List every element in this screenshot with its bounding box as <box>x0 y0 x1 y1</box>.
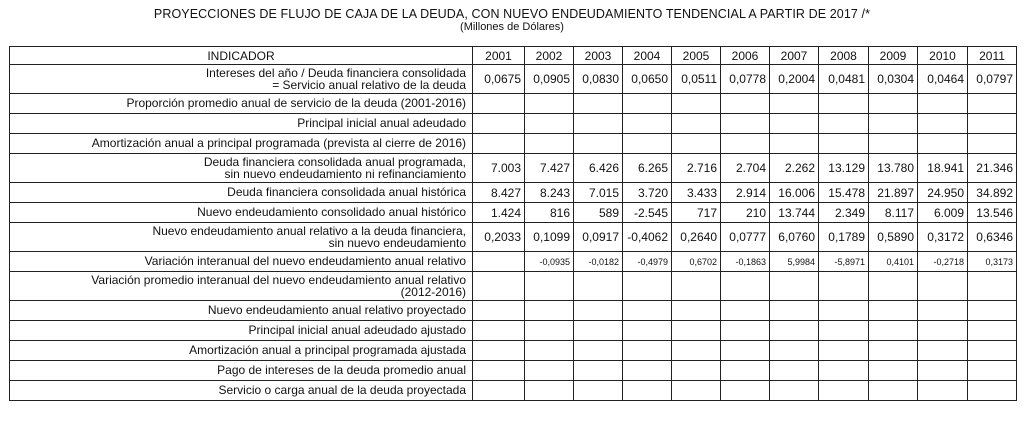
value-cell: 0,6702 <box>672 252 721 272</box>
table-header-row <box>10 47 1017 65</box>
value-cell: 8.427 <box>473 183 525 203</box>
value-cell: 8.243 <box>525 183 574 203</box>
year-column-header: 2009 <box>869 47 918 65</box>
value-cell <box>623 94 672 114</box>
value-cell <box>473 252 525 272</box>
value-cell <box>623 341 672 361</box>
value-cell <box>473 134 525 154</box>
debt-projection-table <box>9 46 1017 401</box>
indicator-label-line: Variación promedio interanual del nuevo endeudamiento anual relativo <box>91 272 466 287</box>
value-cell <box>869 134 918 154</box>
value-cell <box>574 272 623 301</box>
value-cell <box>672 94 721 114</box>
table-row <box>10 301 1017 321</box>
value-cell <box>525 361 574 381</box>
value-cell: 0,0481 <box>819 65 869 94</box>
year-column-header: 2008 <box>819 47 869 65</box>
table-row <box>10 272 1017 301</box>
value-cell <box>525 114 574 134</box>
value-cell <box>525 381 574 401</box>
value-cell <box>869 321 918 341</box>
value-cell <box>574 321 623 341</box>
value-cell: 0,0650 <box>623 65 672 94</box>
indicator-label-cell <box>10 114 473 134</box>
value-cell: 13.744 <box>770 203 819 223</box>
value-cell: 6.265 <box>623 154 672 183</box>
indicator-label-cell <box>10 252 473 272</box>
indicator-label-line: Nuevo endeudamiento anual relativo a la deuda financiera, <box>152 223 466 238</box>
value-cell <box>473 321 525 341</box>
indicator-label-cell <box>10 65 473 94</box>
value-cell: 5,9984 <box>770 252 819 272</box>
indicator-label-line: Principal inicial anual adeudado <box>297 116 466 131</box>
value-cell <box>770 381 819 401</box>
value-cell: -2.545 <box>623 203 672 223</box>
value-cell <box>623 272 672 301</box>
year-column-header: 2006 <box>721 47 770 65</box>
value-cell <box>721 361 770 381</box>
value-cell <box>819 272 869 301</box>
value-cell: 6,0760 <box>770 223 819 252</box>
value-cell <box>770 321 819 341</box>
indicator-label-cell <box>10 94 473 114</box>
value-cell <box>819 361 869 381</box>
value-cell <box>819 134 869 154</box>
value-cell: 7.003 <box>473 154 525 183</box>
value-cell <box>968 134 1017 154</box>
value-cell: 0,2033 <box>473 223 525 252</box>
value-cell <box>623 301 672 321</box>
value-cell: 6.009 <box>918 203 968 223</box>
value-cell <box>869 301 918 321</box>
indicator-label-line: Amortización anual a principal programada ajustada <box>189 343 466 358</box>
value-cell: 210 <box>721 203 770 223</box>
table-row <box>10 381 1017 401</box>
indicator-label-cell <box>10 272 473 301</box>
year-column-header: 2011 <box>968 47 1017 65</box>
value-cell: 2.262 <box>770 154 819 183</box>
value-cell: 816 <box>525 203 574 223</box>
value-cell <box>918 321 968 341</box>
table-row <box>10 134 1017 154</box>
value-cell <box>473 361 525 381</box>
indicator-column-header: INDICADOR <box>10 47 473 65</box>
indicator-label-cell <box>10 361 473 381</box>
year-column-header: 2007 <box>770 47 819 65</box>
value-cell <box>525 301 574 321</box>
value-cell: 0,0511 <box>672 65 721 94</box>
value-cell <box>672 272 721 301</box>
value-cell <box>525 272 574 301</box>
value-cell <box>574 94 623 114</box>
value-cell: 0,0917 <box>574 223 623 252</box>
table-row <box>10 203 1017 223</box>
value-cell <box>918 272 968 301</box>
table-row <box>10 341 1017 361</box>
indicator-label-line: Servicio o carga anual de la deuda proyectada <box>218 383 466 398</box>
value-cell <box>869 381 918 401</box>
indicator-label-line: Nuevo endeudamiento anual relativo proyectado <box>207 303 466 318</box>
value-cell <box>721 134 770 154</box>
value-cell: 3.433 <box>672 183 721 203</box>
indicator-label-cell <box>10 134 473 154</box>
value-cell <box>918 114 968 134</box>
value-cell: 0,4101 <box>869 252 918 272</box>
value-cell <box>672 114 721 134</box>
value-cell <box>968 114 1017 134</box>
value-cell <box>918 341 968 361</box>
value-cell <box>819 114 869 134</box>
value-cell <box>819 381 869 401</box>
value-cell <box>770 94 819 114</box>
value-cell <box>721 341 770 361</box>
value-cell <box>623 361 672 381</box>
value-cell: 0,0304 <box>869 65 918 94</box>
indicator-label-cell <box>10 341 473 361</box>
value-cell <box>672 341 721 361</box>
value-cell: -0,0935 <box>525 252 574 272</box>
value-cell: 16.006 <box>770 183 819 203</box>
value-cell: 0,0797 <box>968 65 1017 94</box>
value-cell: 8.117 <box>869 203 918 223</box>
value-cell: -0,4062 <box>623 223 672 252</box>
value-cell <box>721 114 770 134</box>
value-cell <box>672 361 721 381</box>
table-row <box>10 361 1017 381</box>
table-row <box>10 223 1017 252</box>
indicator-label-cell <box>10 223 473 252</box>
indicator-label-cell <box>10 203 473 223</box>
year-column-header: 2005 <box>672 47 721 65</box>
value-cell <box>473 114 525 134</box>
value-cell <box>869 114 918 134</box>
table-body <box>10 65 1017 401</box>
value-cell <box>819 321 869 341</box>
value-cell <box>525 321 574 341</box>
table-row <box>10 321 1017 341</box>
value-cell: -0,4979 <box>623 252 672 272</box>
value-cell <box>623 114 672 134</box>
value-cell <box>968 361 1017 381</box>
value-cell: 0,3172 <box>918 223 968 252</box>
indicator-label-line: = Servicio anual relativo de la deuda <box>272 78 466 92</box>
value-cell: 6.426 <box>574 154 623 183</box>
value-cell: 0,0675 <box>473 65 525 94</box>
value-cell: 18.941 <box>918 154 968 183</box>
year-column-header: 2010 <box>918 47 968 65</box>
value-cell <box>770 341 819 361</box>
value-cell <box>918 381 968 401</box>
value-cell <box>968 301 1017 321</box>
indicator-label-line: Variación interanual del nuevo endeudamiento anual relativo <box>144 254 466 269</box>
year-column-header: 2002 <box>525 47 574 65</box>
document-title: PROYECCIONES DE FLUJO DE CAJA DE LA DEUDA, CON NUEVO ENDEUDAMIENTO TENDENCIAL A PARTIR DE 2017 /* <box>153 7 871 21</box>
value-cell <box>525 134 574 154</box>
indicator-label-cell <box>10 321 473 341</box>
value-cell: 2.914 <box>721 183 770 203</box>
value-cell: 0,1099 <box>525 223 574 252</box>
indicator-label-line: Amortización anual a principal programada (prevista al cierre de 2016) <box>91 136 466 151</box>
value-cell <box>721 272 770 301</box>
value-cell: 2.349 <box>819 203 869 223</box>
value-cell: 0,0777 <box>721 223 770 252</box>
value-cell <box>473 272 525 301</box>
indicator-label-cell <box>10 154 473 183</box>
value-cell <box>918 134 968 154</box>
value-cell <box>869 341 918 361</box>
value-cell <box>473 94 525 114</box>
value-cell <box>968 272 1017 301</box>
value-cell <box>574 381 623 401</box>
value-cell: 717 <box>672 203 721 223</box>
value-cell <box>770 361 819 381</box>
value-cell: 0,0905 <box>525 65 574 94</box>
indicator-label-cell <box>10 301 473 321</box>
value-cell <box>574 301 623 321</box>
table-row <box>10 114 1017 134</box>
indicator-label-line: Intereses del año / Deuda financiera consolidada <box>205 65 466 80</box>
value-cell <box>918 361 968 381</box>
value-cell <box>525 94 574 114</box>
value-cell: 13.546 <box>968 203 1017 223</box>
value-cell <box>968 321 1017 341</box>
value-cell <box>918 94 968 114</box>
value-cell: -0,0182 <box>574 252 623 272</box>
value-cell: 0,0464 <box>918 65 968 94</box>
value-cell <box>770 272 819 301</box>
table-row <box>10 65 1017 94</box>
value-cell <box>770 301 819 321</box>
indicator-label-line: Proporción promedio anual de servicio de la deuda (2001-2016) <box>126 96 466 111</box>
value-cell <box>819 301 869 321</box>
indicator-label-cell <box>10 381 473 401</box>
year-column-header: 2004 <box>623 47 672 65</box>
value-cell <box>869 272 918 301</box>
indicator-label-line: Pago de intereses de la deuda promedio anual <box>217 363 466 378</box>
value-cell: 13.129 <box>819 154 869 183</box>
value-cell <box>525 341 574 361</box>
indicator-label-line: Principal inicial anual adeudado ajustado <box>248 323 466 338</box>
value-cell: 0,5890 <box>869 223 918 252</box>
table-row <box>10 94 1017 114</box>
value-cell <box>968 341 1017 361</box>
value-cell <box>869 94 918 114</box>
indicator-label-line: Deuda financiera consolidada anual histórica <box>227 185 466 200</box>
value-cell <box>574 114 623 134</box>
value-cell <box>819 94 869 114</box>
table-row <box>10 252 1017 272</box>
value-cell <box>623 134 672 154</box>
value-cell <box>473 341 525 361</box>
indicator-label-line: sin nuevo endeudamiento <box>328 236 466 250</box>
indicator-label-line: Nuevo endeudamiento consolidado anual histórico <box>197 205 466 220</box>
value-cell: 589 <box>574 203 623 223</box>
value-cell: 0,0830 <box>574 65 623 94</box>
value-cell <box>721 94 770 114</box>
value-cell: 15.478 <box>819 183 869 203</box>
value-cell <box>473 301 525 321</box>
value-cell: 21.897 <box>869 183 918 203</box>
value-cell <box>869 361 918 381</box>
indicator-label-cell <box>10 183 473 203</box>
value-cell: 13.780 <box>869 154 918 183</box>
value-cell <box>770 114 819 134</box>
indicator-label-line: Deuda financiera consolidada anual programada, <box>203 154 466 169</box>
value-cell: 24.950 <box>918 183 968 203</box>
value-cell <box>968 94 1017 114</box>
value-cell: 0,2004 <box>770 65 819 94</box>
value-cell: 3.720 <box>623 183 672 203</box>
year-column-header: 2001 <box>473 47 525 65</box>
value-cell <box>721 321 770 341</box>
value-cell <box>623 321 672 341</box>
value-cell <box>574 361 623 381</box>
value-cell <box>574 341 623 361</box>
value-cell: 0,1789 <box>819 223 869 252</box>
value-cell: 0,2640 <box>672 223 721 252</box>
table-row <box>10 183 1017 203</box>
value-cell: -5,8971 <box>819 252 869 272</box>
value-cell <box>672 301 721 321</box>
value-cell <box>770 134 819 154</box>
value-cell <box>721 301 770 321</box>
indicator-label-line: sin nuevo endeudamiento ni refinanciamiento <box>224 167 466 181</box>
value-cell: 34.892 <box>968 183 1017 203</box>
value-cell <box>819 341 869 361</box>
value-cell: 0,3173 <box>968 252 1017 272</box>
value-cell: 2.704 <box>721 154 770 183</box>
value-cell <box>672 381 721 401</box>
value-cell <box>672 134 721 154</box>
table-row <box>10 154 1017 183</box>
value-cell <box>623 381 672 401</box>
value-cell <box>473 381 525 401</box>
value-cell: 7.427 <box>525 154 574 183</box>
value-cell: -0,1863 <box>721 252 770 272</box>
year-column-header: 2003 <box>574 47 623 65</box>
value-cell: 1.424 <box>473 203 525 223</box>
value-cell: 7.015 <box>574 183 623 203</box>
document-subtitle: (Millones de Dólares) <box>460 21 564 33</box>
value-cell <box>968 381 1017 401</box>
value-cell: -0,2718 <box>918 252 968 272</box>
value-cell: 2.716 <box>672 154 721 183</box>
value-cell <box>721 381 770 401</box>
indicator-label-line: (2012-2016) <box>400 285 466 299</box>
value-cell <box>918 301 968 321</box>
value-cell <box>672 321 721 341</box>
value-cell <box>574 134 623 154</box>
value-cell: 0,0778 <box>721 65 770 94</box>
value-cell: 21.346 <box>968 154 1017 183</box>
value-cell: 0,6346 <box>968 223 1017 252</box>
